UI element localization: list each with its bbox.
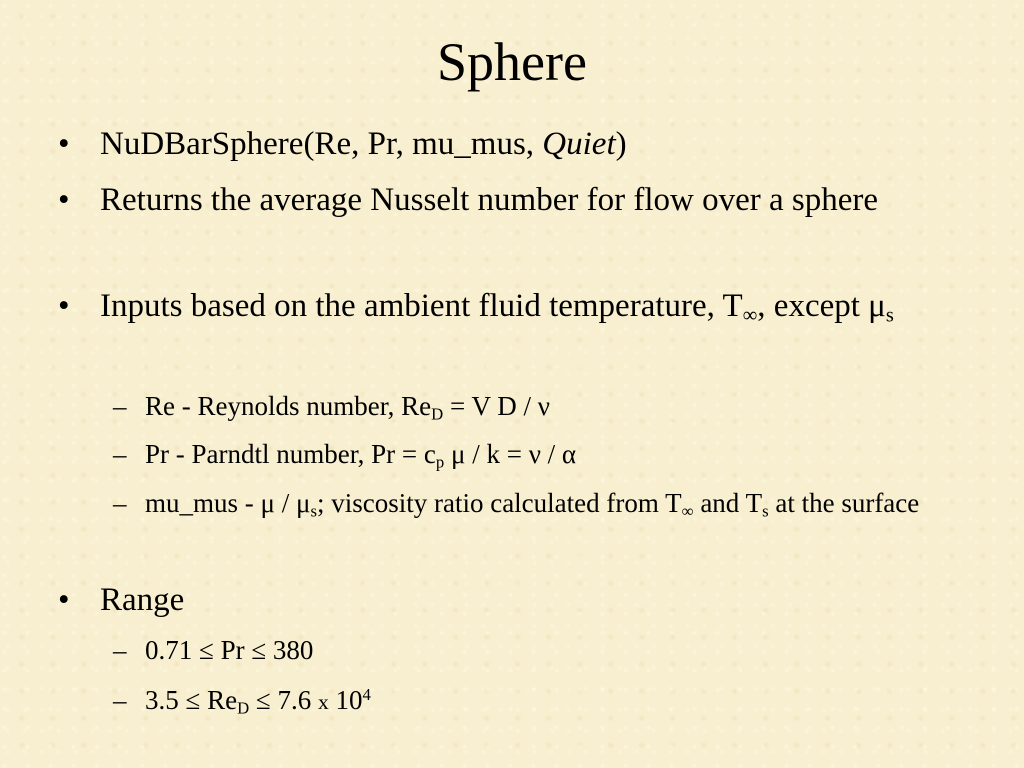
prandtl-formula: μ / k = ν / α [444,439,577,469]
exponent-superscript: 4 [362,684,371,704]
mu-s-subscript: s [885,304,894,327]
dash-marker: – [113,488,127,518]
re-d-subscript: D [431,404,444,424]
inputs-except-text: , except μ [757,288,886,324]
times-symbol: x [317,690,329,714]
sub-bullet-prandtl [113,434,577,474]
re-range-text: 3.5 ≤ Re [145,685,238,715]
slide-title: Sphere [437,32,587,92]
sub-bullet-re-range [113,680,371,722]
t-infinity-subscript: ∞ [681,501,694,521]
dash-marker: – [113,685,127,715]
prandtl-text: Pr - Parndtl number, Pr = c [145,439,436,469]
re-d-subscript: D [237,698,250,718]
sub-bullet-pr-range [113,630,314,670]
function-name-text: NuDBarSphere(Re, Pr, mu_mus, [100,126,543,162]
sub-bullet-viscosity-ratio [113,483,975,523]
returns-text: Returns the average Nusselt number for flow over a sphere [100,182,878,218]
mu-s-subscript: s [310,501,317,521]
bullet-marker: • [58,126,70,162]
bullet-inputs [58,282,960,330]
dash-marker: – [113,391,127,421]
reynolds-text: Re - Reynolds number, Re [145,391,432,421]
sub-bullet-reynolds [113,386,550,426]
dash-marker: – [113,635,127,665]
t-infinity-subscript: ∞ [742,304,758,327]
cp-subscript: p [435,452,445,472]
range-text: Range [100,582,185,618]
bullet-marker: • [58,582,70,618]
function-quiet-arg: Quiet [542,126,616,162]
reynolds-formula: = V D / ν [443,391,550,421]
at-surface-text: at the surface [768,488,920,518]
bullet-marker: • [58,288,70,324]
bullet-range [58,576,185,624]
bullet-function-signature [58,120,627,168]
and-t-text: and T [693,488,763,518]
t-s-subscript: s [762,501,769,521]
dash-marker: – [113,439,127,469]
function-close-paren: ) [615,126,627,162]
pr-range-text: 0.71 ≤ Pr ≤ 380 [145,635,314,665]
mu-mus-text: mu_mus - μ / μ [145,488,311,518]
re-range-upper: ≤ 7.6 [249,685,318,715]
ten-base: 10 [328,685,363,715]
bullet-marker: • [58,182,70,218]
bullet-returns [58,176,960,224]
viscosity-ratio-text: ; viscosity ratio calculated from T [316,488,682,518]
inputs-text: Inputs based on the ambient fluid temperature, T [100,288,743,324]
